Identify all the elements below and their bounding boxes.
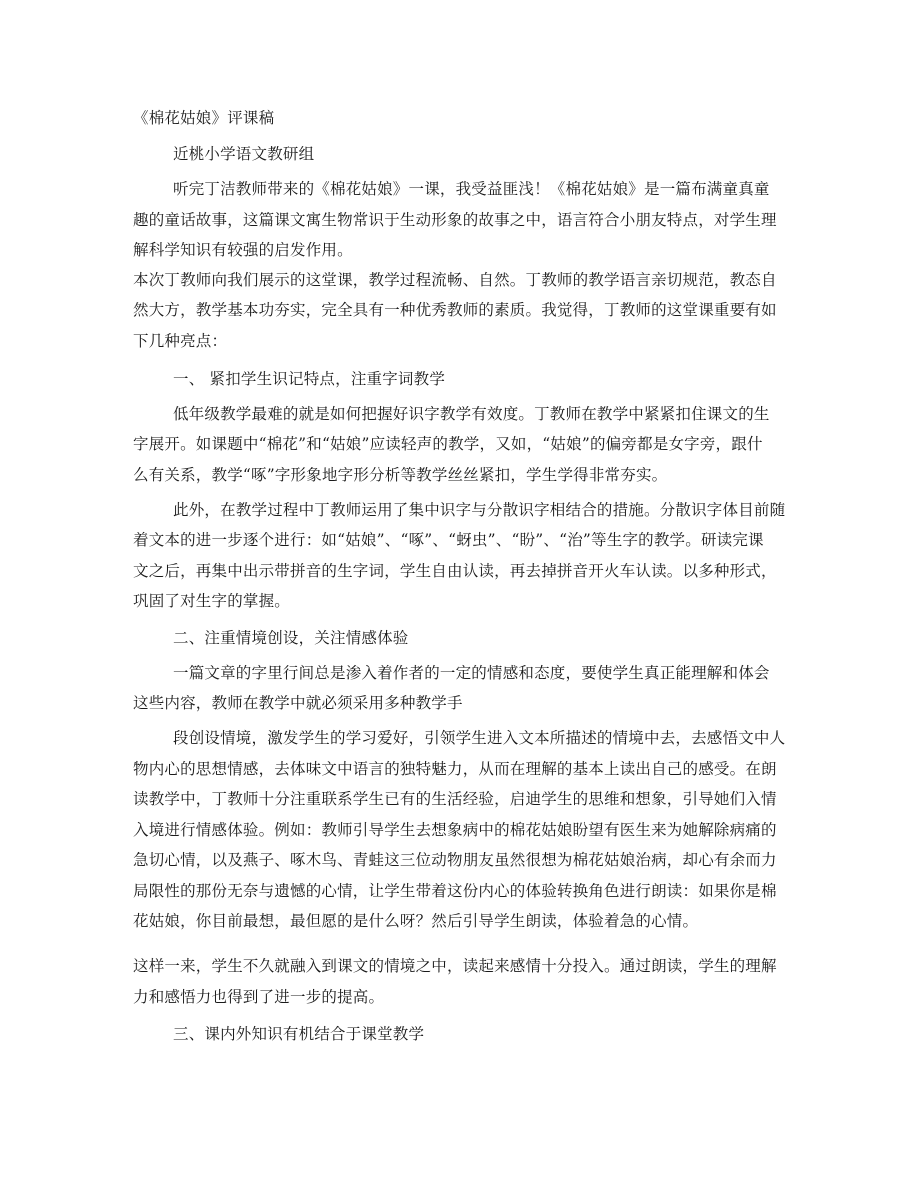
paragraph-line: 局限性的那份无奈与遗憾的心情，让学生带着这份内心的体验转换角色进行朗读：如果你是棉 xyxy=(133,882,777,900)
section-heading-3: 三、课内外知识有机结合于课堂教学 xyxy=(173,1025,425,1043)
paragraph-line: 这样一来，学生不久就融入到课文的情境之中，读起来感情十分投入。通过朗读，学生的理解 xyxy=(133,957,777,975)
paragraph-line: 低年级教学最难的就是如何把握好识字教学有效度。丁教师在教学中紧紧扣住课文的生 xyxy=(173,405,770,423)
paragraph-line: 读教学中，丁教师十分注重联系学生已有的生活经验，启迪学生的思维和想象，引导她们入情 xyxy=(133,790,777,808)
paragraph-line: 力和感悟力也得到了进一步的提高。 xyxy=(133,988,385,1006)
paragraph-line: 花姑娘，你目前最想，最但愿的是什么呀？然后引导学生朗读，体验着急的心情。 xyxy=(133,912,699,930)
paragraph-line: 本次丁教师向我们展示的这堂课，教学过程流畅、自然。丁教师的教学语言亲切规范，教态自 xyxy=(133,271,777,289)
paragraph-line: 一篇文章的字里行间总是渗入着作者的一定的情感和态度，要使学生真正能理解和体会 xyxy=(173,664,770,682)
paragraph-line: 趣的童话故事，这篇课文寓生物常识于生动形象的故事之中，语言符合小朋友特点，对学生理 xyxy=(133,211,777,229)
paragraph-line: 然大方，教学基本功夯实，完全具有一种优秀教师的素质。我觉得，丁教师的这堂课重要有如 xyxy=(133,301,777,319)
paragraph-line: 听完丁洁教师带来的《棉花姑娘》一课，我受益匪浅！《棉花姑娘》是一篇布满童真童 xyxy=(173,180,770,198)
document-title: 《棉花姑娘》评课稿 xyxy=(133,109,275,127)
paragraph-line: 此外，在教学过程中丁教师运用了集中识字与分散识字相结合的措施。分散识字体目前随 xyxy=(173,501,786,519)
paragraph-line: 下几种亮点： xyxy=(133,332,228,350)
paragraph-line: 这些内容，教师在教学中就必须采用多种教学手 xyxy=(133,694,463,712)
paragraph-line: 巩固了对生字的掌握。 xyxy=(133,592,291,610)
document-author: 近桃小学语文教研组 xyxy=(173,145,315,163)
paragraph-line: 入境进行情感体验。例如：教师引导学生去想象病中的棉花姑娘盼望有医生来为她解除病痛的 xyxy=(133,821,777,839)
section-heading-1: 一、 紧扣学生识记特点，注重字词教学 xyxy=(173,370,446,388)
paragraph-line: 物内心的思想情感，去体味文中语言的独特魅力，从而在理解的基本上读出自己的感受。在朗 xyxy=(133,760,777,778)
paragraph-line: 么有关系，教学“啄”字形象地字形分析等教学丝丝紧扣，学生学得非常夯实。 xyxy=(133,466,668,484)
paragraph-line: 段创设情境，激发学生的学习爱好，引领学生进入文本所描述的情境中去，去感悟文中人 xyxy=(173,729,786,747)
paragraph-line: 解科学知识有较强的启发作用。 xyxy=(133,241,353,259)
paragraph-line: 着文本的进一步逐个进行：如“姑娘”、“啄”、“蚜虫”、“盼”、“治”等生字的教学。研读完课 xyxy=(133,531,764,549)
paragraph-line: 字展开。如课题中“棉花”和“姑娘”应读轻声的教学，又如，“姑娘”的偏旁都是女字旁，跟什 xyxy=(133,435,763,453)
paragraph-line: 急切心情，以及燕子、啄木鸟、青蛙这三位动物朋友虽然很想为棉花姑娘治病，却心有余而力 xyxy=(133,851,777,869)
section-heading-2: 二、注重情境创设，关注情感体验 xyxy=(173,629,409,647)
paragraph-line: 文之后，再集中出示带拼音的生字词，学生自由认读，再去掉拼音开火车认读。以多种形式， xyxy=(133,562,777,580)
